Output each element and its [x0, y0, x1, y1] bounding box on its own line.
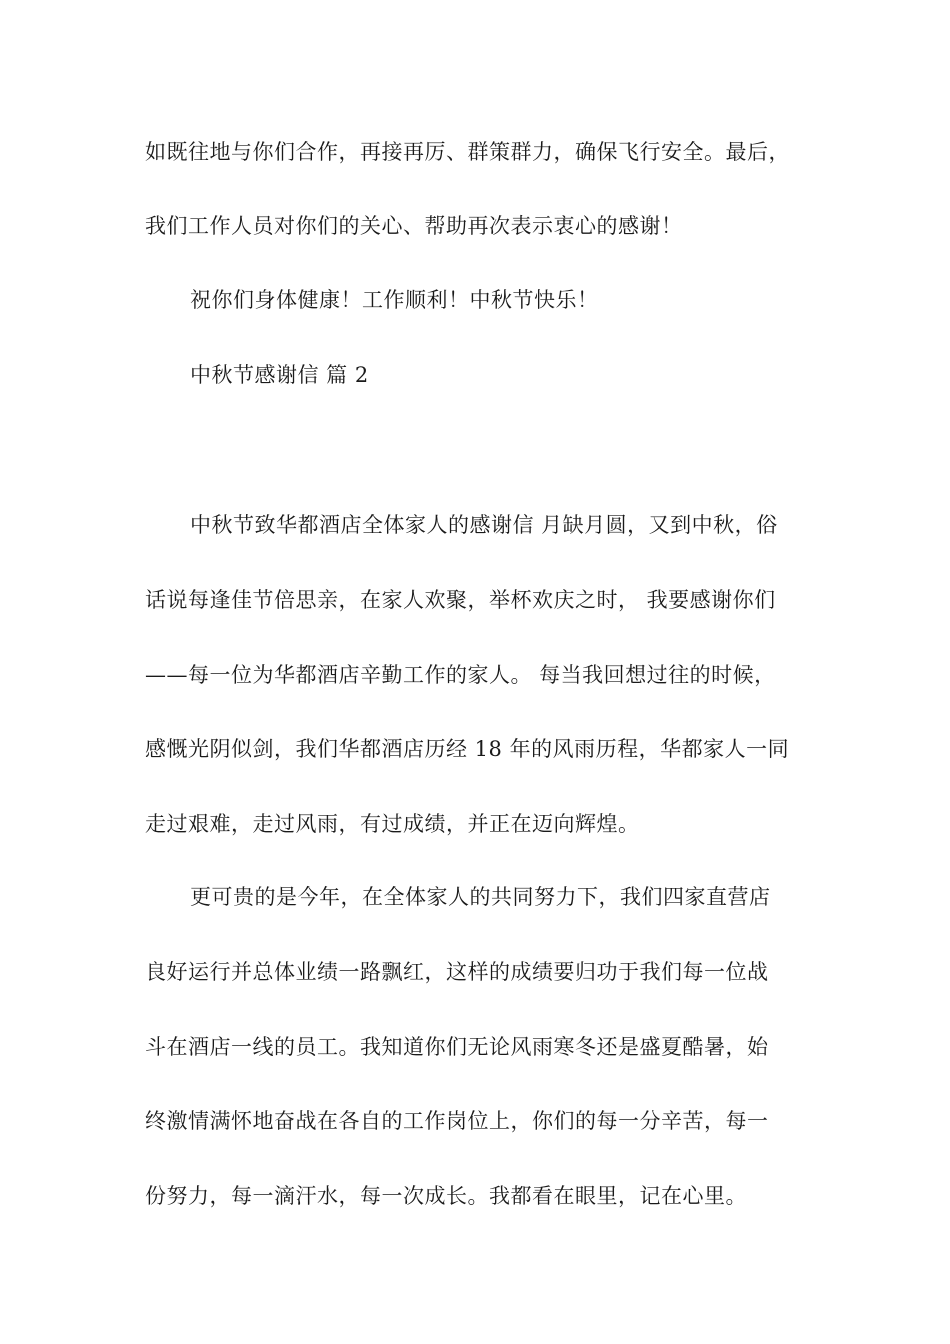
greeting-line: 祝你们身体健康！工作顺利！中秋节快乐！	[190, 288, 599, 312]
paragraph-line: 良好运行并总体业绩一路飘红，这样的成绩要归功于我们每一位战	[145, 960, 769, 984]
paragraph-line: 中秋节致华都酒店全体家人的感谢信 月缺月圆，又到中秋，俗	[190, 513, 778, 537]
paragraph-line: 份努力，每一滴汗水，每一次成长。我都看在眼里，记在心里。	[145, 1184, 747, 1208]
paragraph-line: 斗在酒店一线的员工。我知道你们无论风雨寒冬还是盛夏酷暑，始	[145, 1035, 769, 1059]
paragraph-line: 走过艰难，走过风雨，有过成绩，并正在迈向辉煌。	[145, 812, 640, 836]
paragraph-line: 终激情满怀地奋战在各自的工作岗位上，你们的每一分辛苦，每一	[145, 1109, 769, 1133]
paragraph-line: 感慨光阴似剑，我们华都酒店历经 18 年的风雨历程，华都家人一同	[145, 737, 790, 761]
paragraph-line: 更可贵的是今年，在全体家人的共同努力下，我们四家直营店	[190, 885, 771, 909]
section-title: 中秋节感谢信 篇 2	[190, 363, 369, 387]
paragraph-line: 话说每逢佳节倍思亲，在家人欢聚，举杯欢庆之时， 我要感谢你们	[145, 588, 776, 612]
paragraph-line: 我们工作人员对你们的关心、帮助再次表示衷心的感谢！	[145, 214, 683, 238]
paragraph-line: ——每一位为华都酒店辛勤工作的家人。 每当我回想过往的时候，	[145, 663, 776, 687]
paragraph-line: 如既往地与你们合作，再接再厉、群策群力，确保飞行安全。最后，	[145, 140, 790, 164]
